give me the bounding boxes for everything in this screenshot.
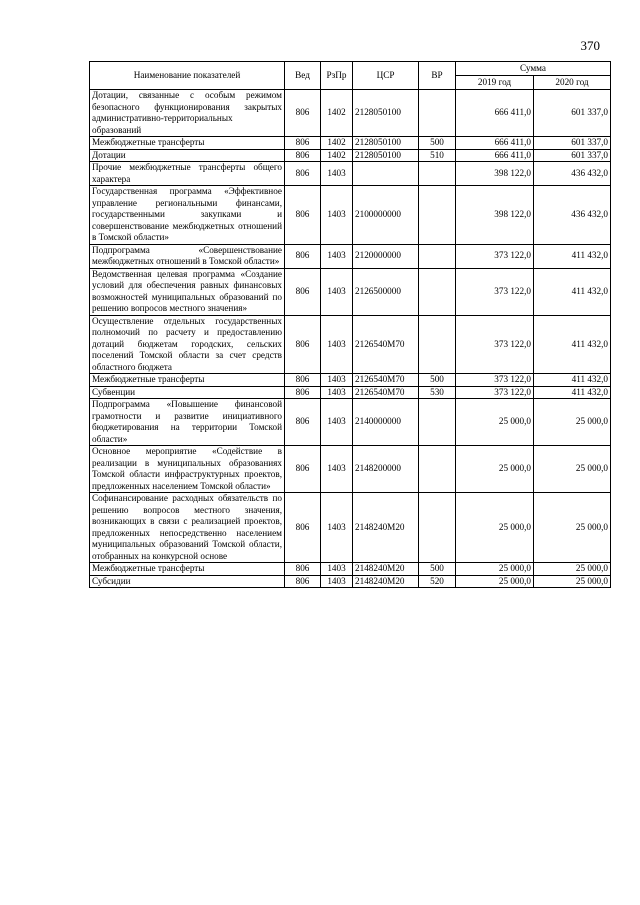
cell-rzpr: 1403: [321, 399, 353, 446]
header-vr: ВР: [419, 62, 456, 90]
cell-name: Субвенции: [90, 386, 285, 399]
cell-rzpr: 1403: [321, 493, 353, 563]
cell-csr: 2126540М70: [353, 315, 419, 374]
cell-csr: 2128050100: [353, 149, 419, 162]
cell-y2019: 666 411,0: [456, 137, 534, 150]
cell-ved: 806: [285, 244, 321, 268]
cell-rzpr: 1403: [321, 244, 353, 268]
cell-y2019: 373 122,0: [456, 315, 534, 374]
cell-y2020: 25 000,0: [534, 563, 611, 576]
cell-ved: 806: [285, 493, 321, 563]
cell-ved: 806: [285, 137, 321, 150]
cell-vr: [419, 446, 456, 493]
cell-ved: 806: [285, 90, 321, 137]
cell-vr: [419, 268, 456, 315]
cell-y2020: 411 432,0: [534, 268, 611, 315]
cell-ved: 806: [285, 399, 321, 446]
cell-y2020: 436 432,0: [534, 186, 611, 245]
cell-rzpr: 1403: [321, 446, 353, 493]
cell-y2019: 373 122,0: [456, 268, 534, 315]
cell-y2020: 411 432,0: [534, 315, 611, 374]
table-row: [90, 374, 611, 387]
cell-vr: [419, 186, 456, 245]
cell-rzpr: 1403: [321, 374, 353, 387]
cell-csr: [353, 162, 419, 186]
cell-y2020: 411 432,0: [534, 386, 611, 399]
cell-name: Осуществление отдельных государственных полномочий по расчету и предоставлению дотаций бюджетам городских, сельских поселений Томской области за счет средств областного бюджета: [90, 315, 285, 374]
cell-name: Межбюджетные трансферты: [90, 137, 285, 150]
header-csr: ЦСР: [353, 62, 419, 90]
cell-y2019: 398 122,0: [456, 162, 534, 186]
table-row: [90, 575, 611, 588]
cell-csr: 2126500000: [353, 268, 419, 315]
cell-y2019: 25 000,0: [456, 446, 534, 493]
cell-y2020: 411 432,0: [534, 374, 611, 387]
cell-rzpr: 1403: [321, 563, 353, 576]
cell-name: Субсидии: [90, 575, 285, 588]
cell-y2019: 373 122,0: [456, 374, 534, 387]
table-row: [90, 90, 611, 137]
cell-ved: 806: [285, 162, 321, 186]
cell-name: Софинансирование расходных обязательств по решению вопросов местного значения, возникающих в связи с реализацией проектов, предложенных непосредственно населением муниципальных образований Томской области, отобранных на конкурсной основе: [90, 493, 285, 563]
table-header: [90, 62, 611, 90]
cell-rzpr: 1403: [321, 575, 353, 588]
cell-name: Подпрограмма «Совершенствование межбюджетных отношений в Томской области»: [90, 244, 285, 268]
cell-rzpr: 1403: [321, 268, 353, 315]
cell-ved: 806: [285, 149, 321, 162]
cell-name: Дотации, связанные с особым режимом безопасного функционирования закрытых административно-территориальных образований: [90, 90, 285, 137]
cell-ved: 806: [285, 386, 321, 399]
cell-csr: 2126540М70: [353, 374, 419, 387]
cell-vr: 520: [419, 575, 456, 588]
header-name: Наименование показателей: [90, 62, 285, 90]
cell-ved: 806: [285, 446, 321, 493]
cell-name: Ведомственная целевая программа «Создание условий для обеспечения равных финансовых возможностей муниципальных образований по решению вопросов местного значения»: [90, 268, 285, 315]
table-row: [90, 315, 611, 374]
cell-vr: 500: [419, 563, 456, 576]
cell-ved: 806: [285, 268, 321, 315]
cell-vr: [419, 244, 456, 268]
cell-csr: 2148240М20: [353, 493, 419, 563]
cell-csr: 2148240М20: [353, 575, 419, 588]
cell-rzpr: 1403: [321, 186, 353, 245]
cell-y2020: 25 000,0: [534, 493, 611, 563]
header-sum: Сумма: [456, 62, 611, 76]
cell-csr: 2148240М20: [353, 563, 419, 576]
cell-ved: 806: [285, 374, 321, 387]
cell-y2020: 25 000,0: [534, 575, 611, 588]
cell-name: Государственная программа «Эффективное управление региональными финансами, государственными закупками и совершенствование межбюджетных отношений в Томской области»: [90, 186, 285, 245]
header-rzpr: РзПр: [321, 62, 353, 90]
cell-ved: 806: [285, 315, 321, 374]
cell-vr: [419, 162, 456, 186]
cell-rzpr: 1402: [321, 149, 353, 162]
cell-vr: 500: [419, 374, 456, 387]
cell-y2019: 25 000,0: [456, 399, 534, 446]
cell-name: Прочие межбюджетные трансферты общего характера: [90, 162, 285, 186]
table-row: [90, 268, 611, 315]
cell-csr: 2120000000: [353, 244, 419, 268]
header-ved: Вед: [285, 62, 321, 90]
table-row: [90, 149, 611, 162]
cell-y2020: 601 337,0: [534, 137, 611, 150]
cell-vr: 510: [419, 149, 456, 162]
cell-vr: 500: [419, 137, 456, 150]
cell-name: Дотации: [90, 149, 285, 162]
cell-y2019: 25 000,0: [456, 563, 534, 576]
cell-y2019: 25 000,0: [456, 575, 534, 588]
cell-csr: 2148200000: [353, 446, 419, 493]
cell-y2020: 25 000,0: [534, 399, 611, 446]
table-row: [90, 186, 611, 245]
table-row: [90, 244, 611, 268]
cell-vr: [419, 399, 456, 446]
cell-vr: [419, 90, 456, 137]
cell-ved: 806: [285, 563, 321, 576]
table-body: [90, 90, 611, 588]
table-row: [90, 162, 611, 186]
cell-csr: 2140000000: [353, 399, 419, 446]
cell-name: Подпрограмма «Повышение финансовой грамотности и развитие инициативного бюджетирования на территории Томской области»: [90, 399, 285, 446]
cell-csr: 2100000000: [353, 186, 419, 245]
cell-rzpr: 1402: [321, 90, 353, 137]
cell-y2019: 373 122,0: [456, 386, 534, 399]
cell-name: Основное мероприятие «Содействие в реализации в муниципальных образованиях Томской области инфраструктурных проектов, предложенных населением Томской области»: [90, 446, 285, 493]
budget-table: [89, 61, 611, 588]
cell-ved: 806: [285, 575, 321, 588]
header-2020: 2020 год: [534, 76, 611, 90]
cell-y2020: 601 337,0: [534, 90, 611, 137]
cell-y2019: 666 411,0: [456, 90, 534, 137]
cell-ved: 806: [285, 186, 321, 245]
table-row: [90, 137, 611, 150]
table-row: [90, 446, 611, 493]
cell-y2019: 398 122,0: [456, 186, 534, 245]
cell-vr: [419, 315, 456, 374]
cell-csr: 2128050100: [353, 137, 419, 150]
cell-vr: [419, 493, 456, 563]
table-row: [90, 399, 611, 446]
header-2019: 2019 год: [456, 76, 534, 90]
table-row: [90, 563, 611, 576]
cell-csr: 2128050100: [353, 90, 419, 137]
cell-rzpr: 1403: [321, 162, 353, 186]
cell-y2019: 25 000,0: [456, 493, 534, 563]
page-number: 370: [580, 38, 600, 53]
cell-y2019: 373 122,0: [456, 244, 534, 268]
cell-rzpr: 1403: [321, 315, 353, 374]
cell-csr: 2126540М70: [353, 386, 419, 399]
cell-y2020: 25 000,0: [534, 446, 611, 493]
cell-rzpr: 1403: [321, 386, 353, 399]
cell-y2020: 601 337,0: [534, 149, 611, 162]
cell-y2019: 666 411,0: [456, 149, 534, 162]
cell-name: Межбюджетные трансферты: [90, 374, 285, 387]
cell-vr: 530: [419, 386, 456, 399]
cell-y2020: 436 432,0: [534, 162, 611, 186]
table-row: [90, 493, 611, 563]
cell-rzpr: 1402: [321, 137, 353, 150]
cell-name: Межбюджетные трансферты: [90, 563, 285, 576]
cell-y2020: 411 432,0: [534, 244, 611, 268]
table-row: [90, 386, 611, 399]
